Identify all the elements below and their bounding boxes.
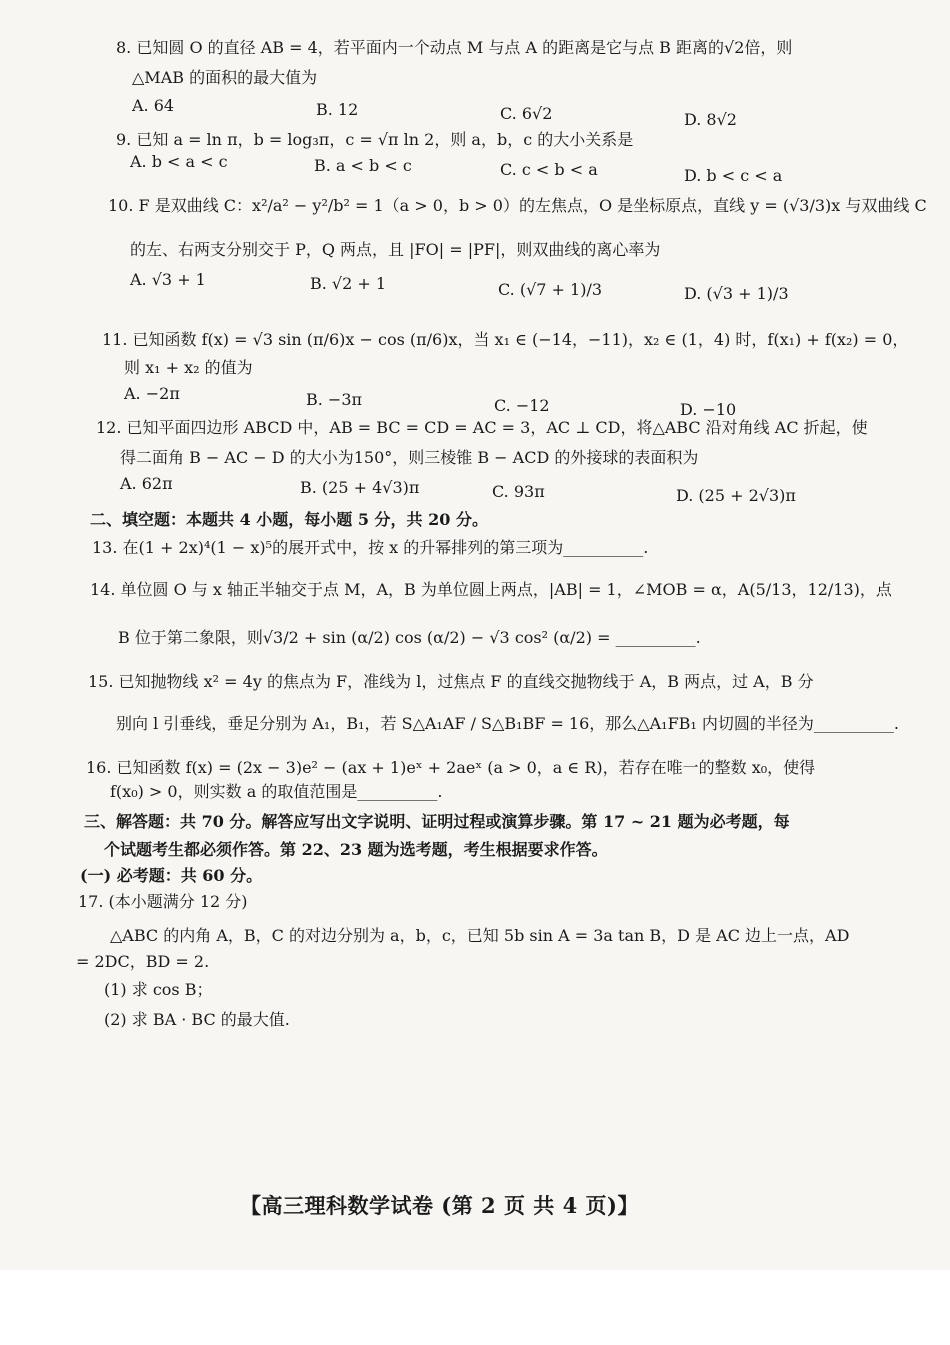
question-14-line1: 14. 单位圆 O 与 x 轴正半轴交于点 M，A，B 为单位圆上两点，|AB| = 1，∠MOB = α，A(5/13，12/13)，点 [90, 580, 892, 599]
question-17-sub2: (2) 求 BA · BC 的最大值. [104, 1010, 290, 1029]
question-9-option-d: D. b < c < a [684, 166, 783, 185]
question-16-line1: 16. 已知函数 f(x) = (2x − 3)e² − (ax + 1)eˣ + 2aeˣ (a > 0，a ∈ R)，若存在唯一的整数 x₀，使得 [86, 758, 816, 777]
question-10-option-d: D. (√3 + 1)/3 [684, 284, 789, 303]
question-8-line2: △MAB 的面积的最大值为 [132, 68, 318, 87]
question-11-line1: 11. 已知函数 f(x) = √3 sin (π/6)x − cos (π/6)x，当 x₁ ∈ (−14，−11)，x₂ ∈ (1，4) 时，f(x₁) + f(x₂) = 0， [102, 330, 909, 349]
page-footer: 【高三理科数学试卷 (第 2 页 共 4 页)】 [240, 1193, 639, 1218]
question-8-option-c: C. 6√2 [500, 104, 553, 123]
blank-margin [0, 1270, 950, 1345]
question-12-option-a: A. 62π [120, 474, 173, 493]
question-14-line2: B 位于第二象限，则√3/2 + sin (α/2) cos (α/2) − √3 cos² (α/2) = __________. [118, 628, 701, 647]
question-8-option-d: D. 8√2 [684, 110, 737, 129]
section-3-line1: 三、解答题：共 70 分。解答应写出文字说明、证明过程或演算步骤。第 17 ~ 21 题为必考题，每 [84, 812, 790, 831]
question-11-option-b: B. −3π [306, 390, 363, 409]
question-8-option-b: B. 12 [316, 100, 359, 119]
question-12-option-d: D. (25 + 2√3)π [676, 486, 796, 505]
question-11-option-d: D. −10 [680, 400, 737, 419]
question-9-line1: 9. 已知 a = ln π，b = log₃π，c = √π ln 2，则 a，b，c 的大小关系是 [116, 130, 634, 149]
question-12-option-c: C. 93π [492, 482, 545, 501]
section-3-line2: 个试题考生都必须作答。第 22、23 题为选考题，考生根据要求作答。 [104, 840, 608, 859]
question-12-line1: 12. 已知平面四边形 ABCD 中，AB = BC = CD = AC = 3，AC ⊥ CD，将△ABC 沿对角线 AC 折起，使 [96, 418, 868, 437]
question-10-option-c: C. (√7 + 1)/3 [498, 280, 603, 299]
section-2-heading: 二、填空题：本题共 4 小题，每小题 5 分，共 20 分。 [90, 510, 488, 529]
part-1-heading: (一) 必考题：共 60 分。 [80, 866, 263, 885]
question-9-option-a: A. b < a < c [130, 152, 228, 171]
question-10-option-a: A. √3 + 1 [130, 270, 206, 289]
question-8-option-a: A. 64 [132, 96, 175, 115]
question-12-option-b: B. (25 + 4√3)π [300, 478, 420, 497]
question-12-line2: 得二面角 B − AC − D 的大小为150°，则三棱锥 B − ACD 的外接球的表面积为 [120, 448, 699, 467]
question-10-line1: 10. F 是双曲线 C：x²/a² − y²/b² = 1（a > 0，b > 0）的左焦点，O 是坐标原点，直线 y = (√3/3)x 与双曲线 C [108, 196, 927, 215]
question-17-sub1: (1) 求 cos B； [104, 980, 213, 999]
question-11-option-a: A. −2π [124, 384, 180, 403]
question-11-option-c: C. −12 [494, 396, 550, 415]
question-10-option-b: B. √2 + 1 [310, 274, 387, 293]
question-15-line1: 15. 已知抛物线 x² = 4y 的焦点为 F，准线为 l，过焦点 F 的直线交抛物线于 A，B 两点，过 A，B 分 [88, 672, 814, 691]
question-17-line1: △ABC 的内角 A，B，C 的对边分别为 a，b，c，已知 5b sin A = 3a tan B，D 是 AC 边上一点，AD [110, 926, 850, 945]
question-8-line1: 8. 已知圆 O 的直径 AB = 4，若平面内一个动点 M 与点 A 的距离是它与点 B 距离的√2倍，则 [116, 38, 793, 57]
question-9-option-c: C. c < b < a [500, 160, 598, 179]
question-10-line2: 的左、右两支分别交于 P，Q 两点，且 |FO| = |PF|，则双曲线的离心率为 [130, 240, 661, 259]
question-16-line2: f(x₀) > 0，则实数 a 的取值范围是__________. [110, 782, 443, 801]
question-9-option-b: B. a < b < c [314, 156, 412, 175]
question-13: 13. 在(1 + 2x)⁴(1 − x)⁵的展开式中，按 x 的升幂排列的第三项为__________. [92, 538, 649, 557]
question-17-title: 17. (本小题满分 12 分) [78, 892, 248, 911]
question-11-line2: 则 x₁ + x₂ 的值为 [124, 358, 253, 377]
question-17-line2: = 2DC，BD = 2. [76, 952, 210, 971]
question-15-line2: 别向 l 引垂线，垂足分别为 A₁，B₁，若 S△A₁AF / S△B₁BF = 16，那么△A₁FB₁ 内切圆的半径为__________. [116, 714, 900, 733]
